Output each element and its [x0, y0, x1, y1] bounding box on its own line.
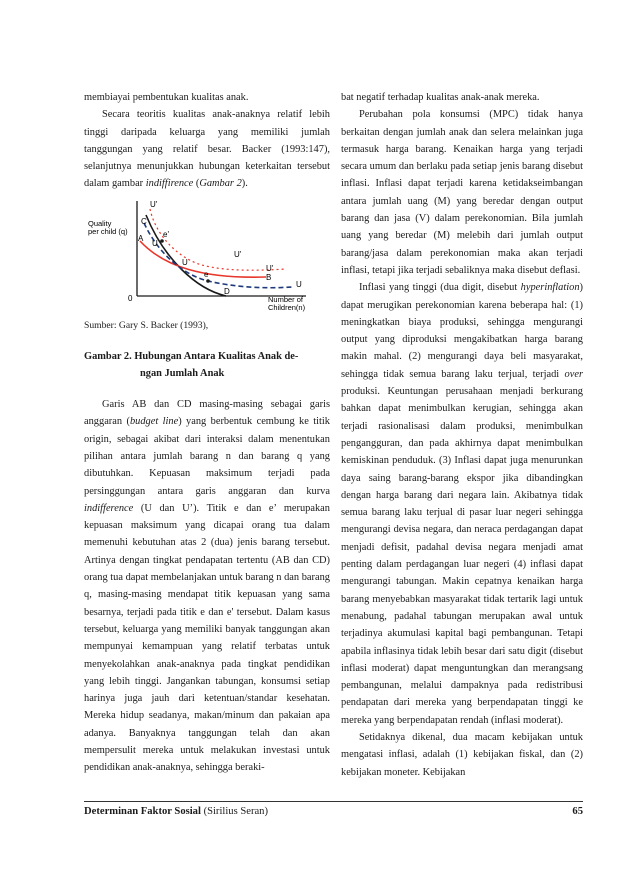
- figure-caption: [84, 348, 330, 382]
- y-axis-label-2: per child (q): [88, 226, 128, 236]
- point-e-prime: [160, 239, 164, 243]
- figure-svg: [84, 197, 330, 315]
- paragraph: membiayai pembentukan kualitas anak.: [84, 92, 249, 103]
- label-u: U: [182, 257, 188, 267]
- paragraph: Setidaknya dikenal, dua macam kebijakan untuk mengatasi inflasi, adalah (1) kebijakan fiskal, dan (2) kebijakan moneter. Kebijakan: [341, 731, 583, 778]
- label-u-left: U: [152, 238, 158, 248]
- indifference-figure: [84, 197, 330, 315]
- footer-divider: [84, 801, 583, 802]
- left-column: [84, 89, 330, 777]
- text-run: Inflasi yang tinggi (dua digit, disebut: [359, 282, 521, 294]
- page-footer: [84, 806, 583, 817]
- x-axis-label-2: Children(n): [268, 302, 306, 312]
- journal-title: Determinan Faktor Sosial: [84, 806, 201, 817]
- emphasis: indiffirence: [145, 178, 194, 190]
- figure-source: Sumber: Gary S. Backer (1993),: [84, 319, 209, 331]
- text-run: (: [193, 178, 200, 190]
- caption-line-2: ngan Jumlah Anak: [140, 368, 225, 380]
- author-name: (Sirilius Seran): [200, 806, 269, 817]
- emphasis: over: [564, 368, 583, 380]
- label-e-prime: e': [163, 229, 169, 239]
- emphasis: Gambar 2: [199, 178, 242, 190]
- point-e: [206, 279, 210, 283]
- label-c: C: [141, 216, 147, 226]
- paragraph: Perubahan pola konsumsi (MPC) tidak hanya berkaitan dengan jumlah anak dan selera melainkan juga termasuk harga barang. Kenaikan harga yang terjadi secara umum dan berlaku pada setiap jenis barang disebut inflasi. Inflasi dapat terjadi karena ketidakseimbangan antara jumlah uang (M) yang beredar dengan output barang dan jasa (V) dalam perekonomian. Bila jumlah uang yang beredar (M) melebih dari jumlah output barang/jasa dalam perekonomian maka akan terjadi inflasi, tetapi jika terjadi sebaliknya maka disebut deflasi.: [341, 109, 583, 276]
- text-run: ) dapat merugikan perekonomian karena beberapa hal: (1) meningkatkan biaya produksi, sehingga mengurangi output yang diproduksi mengakibatkan harga barang makin mahal. (2) mengurangi daya beli masyarakat, sehingga tidak semua barang laku terjual, terjadi: [341, 282, 583, 380]
- text-run: (U dan U’). Titik e dan e’ merupakan kepuasan maksimum yang dicapai orang tua dalam memenuhi kebutuhan atas 2 (dua) jenis barang tersebut. Artinya dengan tingkat pendapatan tertentu (AB dan CD) orang tua dapat membelanjakan untuk barang n dan barang q, masing-masing mendapat titik kepuasan yang sama besarnya, terjadi pada titik e dan e' tersebut. Dalam kasus tersebut, keluarga yang memiliki banyak tanggungan akan mempunyai kemampuan yang relatif terbatas untuk menyekolahkan anak-anaknya pada tingkat pendidikan yang lebih tinggi. Jangankan tabungan, konsumsi setiap harinya juga jauh dari ketentuan/standar kesehatan. Mereka hidup seadanya, makan/minum dan pakaian apa adanya. Banyaknya tanggungan telah dan akan mempersulit mereka untuk melakukan investasi untuk pendidikan anak-anaknya, sehingga beraki-: [84, 502, 330, 774]
- emphasis: indifference: [84, 502, 134, 514]
- label-a: A: [138, 233, 144, 243]
- caption-line-1: Gambar 2. Hubungan Antara Kualitas Anak de-: [84, 351, 299, 363]
- paragraph: [84, 396, 330, 777]
- page-number: 65: [572, 806, 583, 817]
- text-run: ) yang berbentuk cembung ke titik origin, sebagai akibat dari interaksi dalam menentukan pilihan antara jumlah barang n dan barang q yang dibutuhkan. Kepuasan maksimum terjadi pada persinggungan antara garis anggaran dan kurva: [84, 416, 330, 497]
- right-column: [341, 89, 583, 781]
- text-run: ).: [241, 178, 248, 190]
- label-u-right: U: [296, 279, 302, 289]
- label-u-prime: U': [266, 263, 274, 273]
- emphasis: budget line: [129, 416, 179, 428]
- text-run: Secara teoritis kualitas anak-anaknya relatif lebih tinggi daripada keluarga yang memiliki jumlah tanggungan yang relatif besar. Backer (1993:147), selanjutnya menunjukkan hubungan keterkaitan tersebut dalam gambar: [84, 109, 330, 190]
- text-run: produksi. Keuntungan perusahaan menjadi berkurang bahkan dapat menimbulkan kerugian, sehingga akan terjadi rasionalisasi dalam produksi, menimbulkan pengangguran, dan pada akhirnya dapat menimbulkan kemiskinan penduduk. (3) Inflasi dapat juga menurunkan daya saing barang-barang ekspor jika dibandingkan dengan harga barang dari negara lain. Akibatnya tidak semua barang laku terjual di pasar luar negeri sehingga mengurangi devisa negara, dan neraca perdagangan dapat menjadi defisit, padahal devisa negara menjadi amat penting dalam perdagangan luar negeri (4) inflasi dapat mengurangi tabungan. Makin cepatnya kenaikan harga barang menyebabkan masyarakat tidak tertarik lagi untuk menabung, padahal tabungan merupakan awal untuk terjadinya akumulasi kapital bagi pembangunan. Tetapi apabila inflasinya tidak lebih besar dari satu digit (disebut inflasi moderat) dapat menguntungkan dan merangsang pembangunan, melalui dampaknya pada redistribusi pendapatan dari mereka yang berpendapatan tinggi ke mereka yang berpendapatan rendah (inflasi moderat).: [341, 386, 583, 726]
- text-run: Garis AB dan CD masing-masing sebagai garis anggaran (: [84, 399, 330, 428]
- indifference-curve-u-prime: [150, 209, 286, 270]
- x-axis-label-1: Number of: [268, 294, 304, 304]
- paragraph: [84, 106, 330, 192]
- label-d: D: [224, 286, 230, 296]
- emphasis: hyperinflation: [520, 282, 580, 294]
- label-e: e: [204, 269, 209, 279]
- y-axis-label-1: Quality: [88, 218, 112, 228]
- label-u-prime-mid: U': [234, 249, 242, 259]
- paragraph: bat negatif terhadap kualitas anak-anak mereka.: [341, 92, 540, 103]
- label-b: B: [266, 272, 272, 282]
- origin-label: 0: [128, 293, 133, 303]
- paragraph: [341, 279, 583, 729]
- label-u-prime-top: U': [150, 199, 158, 209]
